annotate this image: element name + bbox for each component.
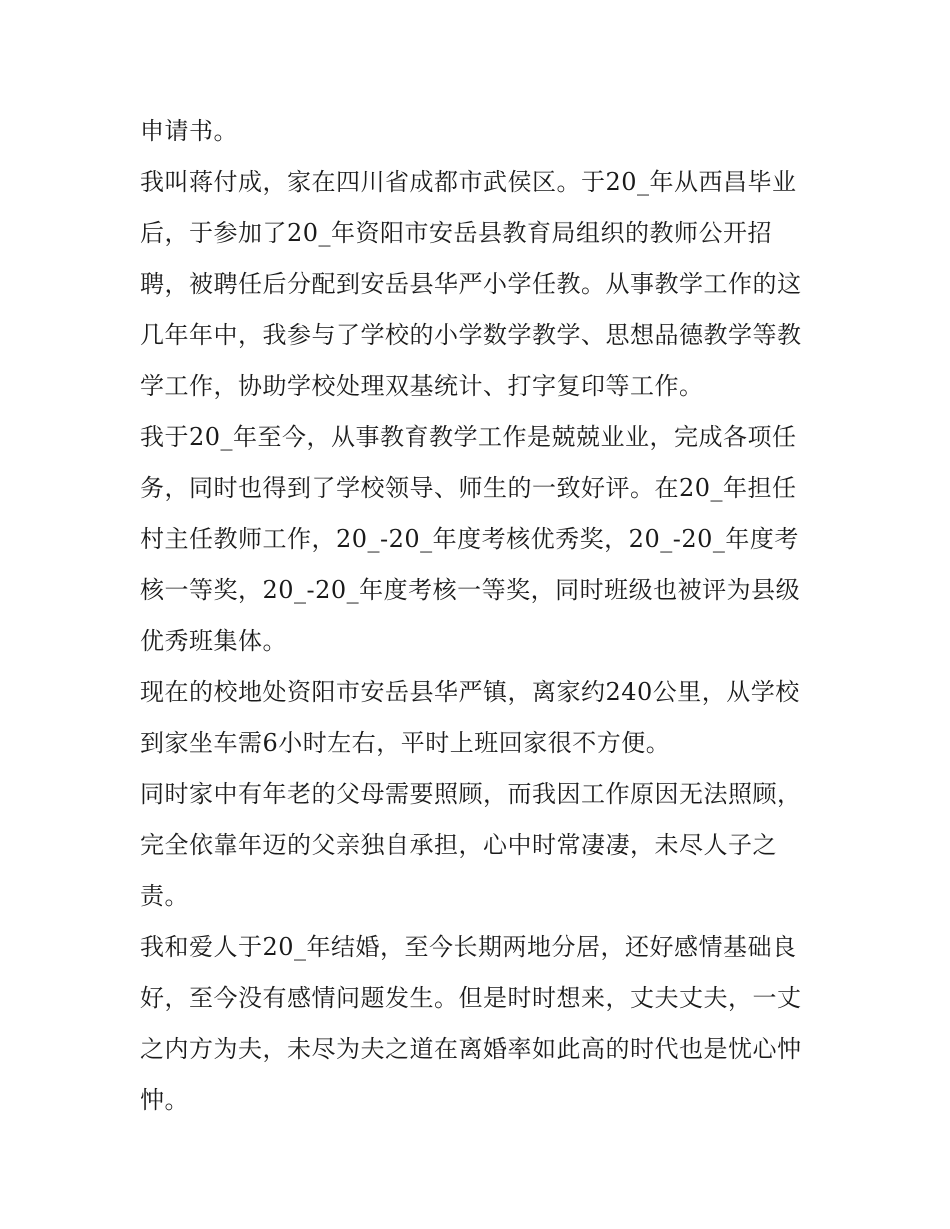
paragraph-distance: 现在的校地处资阳市安岳县华严镇，离家约240公里，从学校 到家坐车需6小时左右，平时上班回家很不方便。 (140, 678, 800, 757)
paragraph-marriage: 我和爱人于20_年结婚，至今长期两地分居，还好感情基础良 好，至今没有感情问题发生。但是时时想来，丈夫丈夫，一丈 之内方为夫，未尽为夫之道在离婚率如此高的时代也是忧心忡 忡。 (140, 933, 802, 1114)
document-body (140, 106, 812, 1126)
document-title: 申请书。 (140, 117, 238, 145)
paragraph-parents: 同时家中有年老的父母需要照顾，而我因工作原因无法照顾， 完全依靠年迈的父亲独自承担，心中时常凄凄，未尽人子之 责。 (140, 780, 802, 910)
paragraph-introduction: 我叫蒋付成，家在四川省成都市武侯区。于20_年从西昌毕业 后，于参加了20_年资阳市安岳县教育局组织的教师公开招 聘，被聘任后分配到安岳县华严小学任教。从事教学工作的这 几年年中，我参与了学校的小学数学教学、思想品德教学等教 学工作，协助学校处理双基统计、打字复印等工作。 (140, 168, 802, 400)
paragraph-achievements: 我于20_年至今，从事教育教学工作是兢兢业业，完成各项任 务，同时也得到了学校领导、师生的一致好评。在20_年担任 村主任教师工作，20_-20_年度考核优秀奖，20_-20_年度考 核一等奖，20_-20_年度考核一等奖，同时班级也被评为县级 优秀班集体。 (140, 423, 801, 655)
